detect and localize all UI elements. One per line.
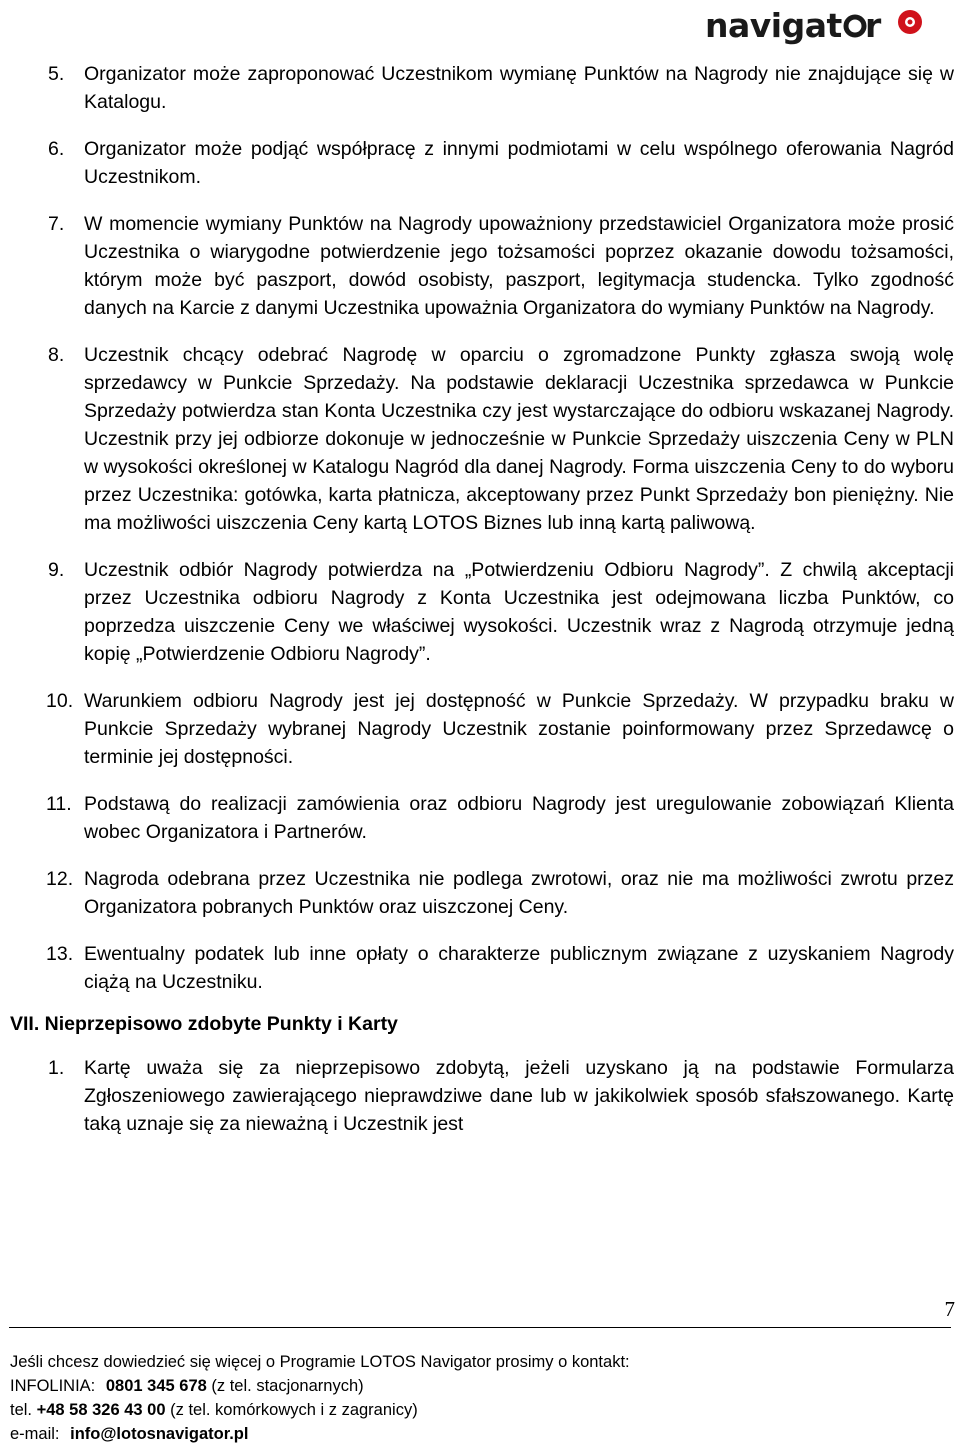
item-text: Organizator może zaproponować Uczestnikom wymianę Punktów na Nagrody nie znajdujące się w Katalogu.: [84, 63, 954, 113]
item-number: 8.: [48, 344, 65, 366]
footer-phone: [10, 1398, 950, 1422]
list-item: [48, 135, 954, 191]
footer-intro: Jeśli chcesz dowiedzieć się więcej o Programie LOTOS Navigator prosimy o kontakt:: [10, 1353, 630, 1371]
list-item: [48, 341, 954, 537]
footer-email: [10, 1422, 950, 1446]
email-label: e-mail:: [10, 1425, 60, 1443]
infoline-number: 0801 345 678: [105, 1377, 207, 1395]
item-number: 11.: [46, 793, 72, 815]
item-text: Warunkiem odbioru Nagrody jest jej dostępność w Punkcie Sprzedaży. W przypadku braku w Punkcie Sprzedaży wybranej Nagrody Uczestnik zostanie poinformowany przez Sprzedawcę o terminie jej dostępności.: [84, 690, 954, 768]
footer-divider: [9, 1327, 951, 1328]
item-number: 6.: [48, 138, 65, 160]
item-text: W momencie wymiany Punktów na Nagrody upoważniony przedstawiciel Organizatora może prosić Uczestnika o wiarygodne potwierdzenie jego tożsamości poprzez okazanie dowodu tożsamości, którym może być paszport, dowód osobisty, paszport, legitymacja studencka. Tylko zgodność danych na Karcie z danymi Uczestnika upoważnia Organizatora do wymiany Punktów na Nagrody.: [84, 213, 954, 319]
item-text: Ewentualny podatek lub inne opłaty o charakterze publicznym związane z uzyskaniem Nagrody ciążą na Uczestniku.: [84, 943, 954, 993]
item-number: 10.: [46, 690, 74, 712]
item-text: Nagroda odebrana przez Uczestnika nie podlega zwrotowi, oraz nie ma możliwości zwrotu przez Organizatora pobranych Punktów oraz uiszczonej Ceny.: [84, 868, 954, 918]
item-number: 5.: [48, 63, 65, 85]
list-item: [48, 60, 954, 116]
footer-infoline: [10, 1374, 950, 1398]
item-number: 9.: [48, 559, 65, 581]
phone-label: tel.: [10, 1401, 33, 1419]
email-link[interactable]: info@lotosnavigator.pl: [70, 1425, 249, 1443]
item-text: Uczestnik odbiór Nagrody potwierdza na „Potwierdzeniu Odbioru Nagrody”. Z chwilą akceptacji przez Uczestnika odbioru Nagrody z Konta Uczestnika jest odejmowana liczba Punktów, co poprzedza uiszczenie Ceny we właściwej wysokości. Uczestnik wraz z Nagrodą otrzymuje jedną kopię „Potwierdzenie Odbioru Nagrody”.: [84, 559, 954, 665]
infoline-note: (z tel. stacjonarnych): [211, 1377, 364, 1395]
list-item: [48, 556, 954, 668]
phone-number: +48 58 326 43 00: [36, 1401, 166, 1419]
list-item: [46, 687, 954, 771]
item-number: 13.: [46, 943, 74, 965]
footer: [10, 1350, 950, 1446]
svg-text:r: r: [865, 6, 882, 45]
item-text: Podstawą do realizacji zamówienia oraz odbioru Nagrody jest uregulowanie zobowiązań Klienta wobec Organizatora i Partnerów.: [84, 793, 954, 843]
phone-note: (z tel. komórkowych i z zagranicy): [170, 1401, 418, 1419]
item-number: 7.: [48, 213, 65, 235]
svg-text:navigat: navigat: [705, 6, 842, 45]
list-item: [46, 865, 954, 921]
navigator-logo: [705, 6, 945, 46]
item-number: 12.: [46, 868, 74, 890]
infoline-label: INFOLINIA:: [10, 1377, 96, 1395]
item-text: Uczestnik chcący odebrać Nagrodę w oparciu o zgromadzone Punkty zgłasza swoją wolę sprzedawcy w Punkcie Sprzedaży. Na podstawie deklaracji Uczestnika sprzedawca w Punkcie Sprzedaży potwierdza stan Konta Uczestnika czy jest wystarczające do odbioru wskazanej Nagrody. Uczestnik przy jej odbiorze dokonuje w jednocześnie w Punkcie Sprzedaży uiszczenia Ceny w PLN w wysokości określonej w Katalogu Nagród dla danej Nagrody. Forma uiszczenia Ceny to do wyboru przez Uczestnika: gotówka, karta płatnicza, akceptowany przez Punkt Sprzedaży bon pieniężny. Nie ma możliwości uiszczenia Ceny kartą LOTOS Biznes lub inną kartą paliwową.: [84, 344, 954, 534]
page-number: 7: [944, 1297, 955, 1321]
section-heading: VII. Nieprzepisowo zdobyte Punkty i Karty: [10, 1013, 398, 1035]
list-item: [46, 790, 954, 846]
item-text: Organizator może podjąć współpracę z innymi podmiotami w celu wspólnego oferowania Nagród Uczestnikom.: [84, 138, 954, 188]
item-text: Kartę uważa się za nieprzepisowo zdobytą, jeżeli uzyskano ją na podstawie Formularza Zgłoszeniowego zawierającego nieprawdziwe dane lub w jakikolwiek sposób sfałszowanego. Kartę taką uznaje się za nieważną i Uczestnik jest: [84, 1057, 954, 1135]
document-body: [0, 60, 960, 1157]
list-item: [46, 940, 954, 996]
list-item: [48, 210, 954, 322]
item-number: 1.: [48, 1057, 65, 1079]
list-item: [48, 1054, 954, 1138]
